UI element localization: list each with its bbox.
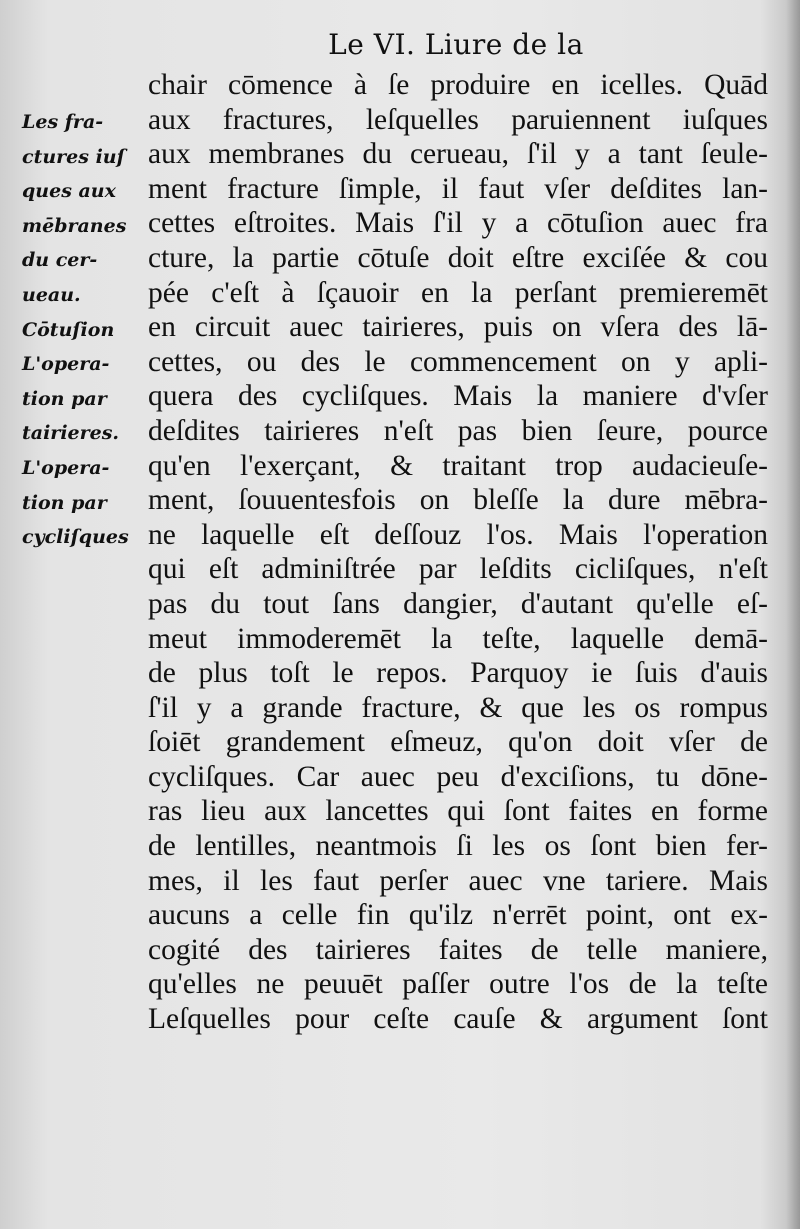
margin-note-line: tion par (22, 491, 107, 514)
text-line: qu'elles ne peuuēt paſſer outre l'os de la teſte (148, 968, 768, 1001)
text-line: chair cōmence à ſe produire en icelles. Quād (148, 69, 768, 101)
margin-note-line: ueau. (22, 283, 81, 306)
margin-note-line: du cer- (22, 249, 98, 272)
text-line: ras lieu aux lancettes qui ſont faites en forme (148, 795, 768, 828)
text-line: aux membranes du cerueau, ſ'il y a tant ſeule- (148, 138, 768, 171)
text-line: meut immoderemēt la teſte, laquelle demā- (148, 622, 768, 655)
text-line: deſdites tairieres n'eſt pas bien ſeure, pource (148, 414, 768, 447)
margin-note-line: Cōtuſion (22, 318, 115, 341)
text-line: en circuit auec tairieres, puis on vſera des lā- (148, 311, 768, 344)
text-line: cycliſques. Car auec peu d'exciſions, tu dōne- (148, 760, 768, 793)
text-line: aux fractures, leſquelles paruiennent iuſques (148, 103, 768, 136)
text-line: cogité des tairieres faites de telle maniere, (148, 933, 768, 966)
margin-notes (22, 105, 150, 555)
text-line: de plus toſt le repos. Parquoy ie ſuis d'auis (148, 657, 768, 690)
text-line: ſ'il y a grande fracture, & que les os rompus (148, 691, 768, 724)
page-edge-shadow (786, 0, 800, 1229)
text-line: ment fracture ſimple, il faut vſer deſdites lan- (148, 172, 768, 205)
margin-note-line: L'opera- (22, 456, 110, 479)
text-line: quera des cycliſques. Mais la maniere d'vſer (148, 380, 768, 413)
margin-note-line: mēbranes (22, 214, 127, 237)
margin-note-line: tairieres. (22, 422, 120, 445)
text-line: mes, il les faut perſer auec vne tariere. Mais (148, 864, 768, 897)
text-line: qu'en l'exerçant, & traitant trop audacieuſe- (148, 449, 768, 482)
margin-note-line: Les fra- (22, 111, 104, 133)
margin-note-line: cycliſques (22, 526, 129, 549)
text-line: cture, la partie cōtuſe doit eſtre exciſée & cou (148, 241, 768, 274)
text-line: ment, ſouuentesfois on bleſſe la dure mēbra- (148, 484, 768, 517)
margin-note-line: L'opera- (22, 353, 110, 376)
running-header: Le VI. Liure de la (328, 28, 584, 61)
text-line: ne laquelle eſt deſſouz l'os. Mais l'operation (148, 518, 768, 551)
text-line: ſoiēt grandement eſmeuz, qu'on doit vſer de (148, 726, 768, 759)
text-line: aucuns a celle fin qu'ilz n'errēt point, ont ex- (148, 899, 768, 932)
text-line: cettes, ou des le commencement on y apli- (148, 345, 768, 378)
margin-note-line: ctures iuſ (22, 145, 125, 168)
text-line: qui eſt adminiſtrée par leſdits cicliſques, n'eſt (148, 553, 768, 586)
text-line: cettes eſtroites. Mais ſ'il y a cōtuſion auec fra (148, 207, 768, 240)
text-line: de lentilles, neantmois ſi les os ſont bien fer- (148, 830, 768, 863)
body-text (148, 68, 768, 1037)
text-line: pée c'eſt à ſçauoir en la perſant premieremēt (148, 276, 768, 309)
margin-note-line: ques aux (22, 180, 116, 203)
margin-note-line: tion par (22, 387, 107, 410)
text-line: Leſquelles pour ceſte cauſe & argument ſont (148, 1003, 768, 1036)
text-line: pas du tout ſans dangier, d'autant qu'elle eſ- (148, 587, 768, 620)
